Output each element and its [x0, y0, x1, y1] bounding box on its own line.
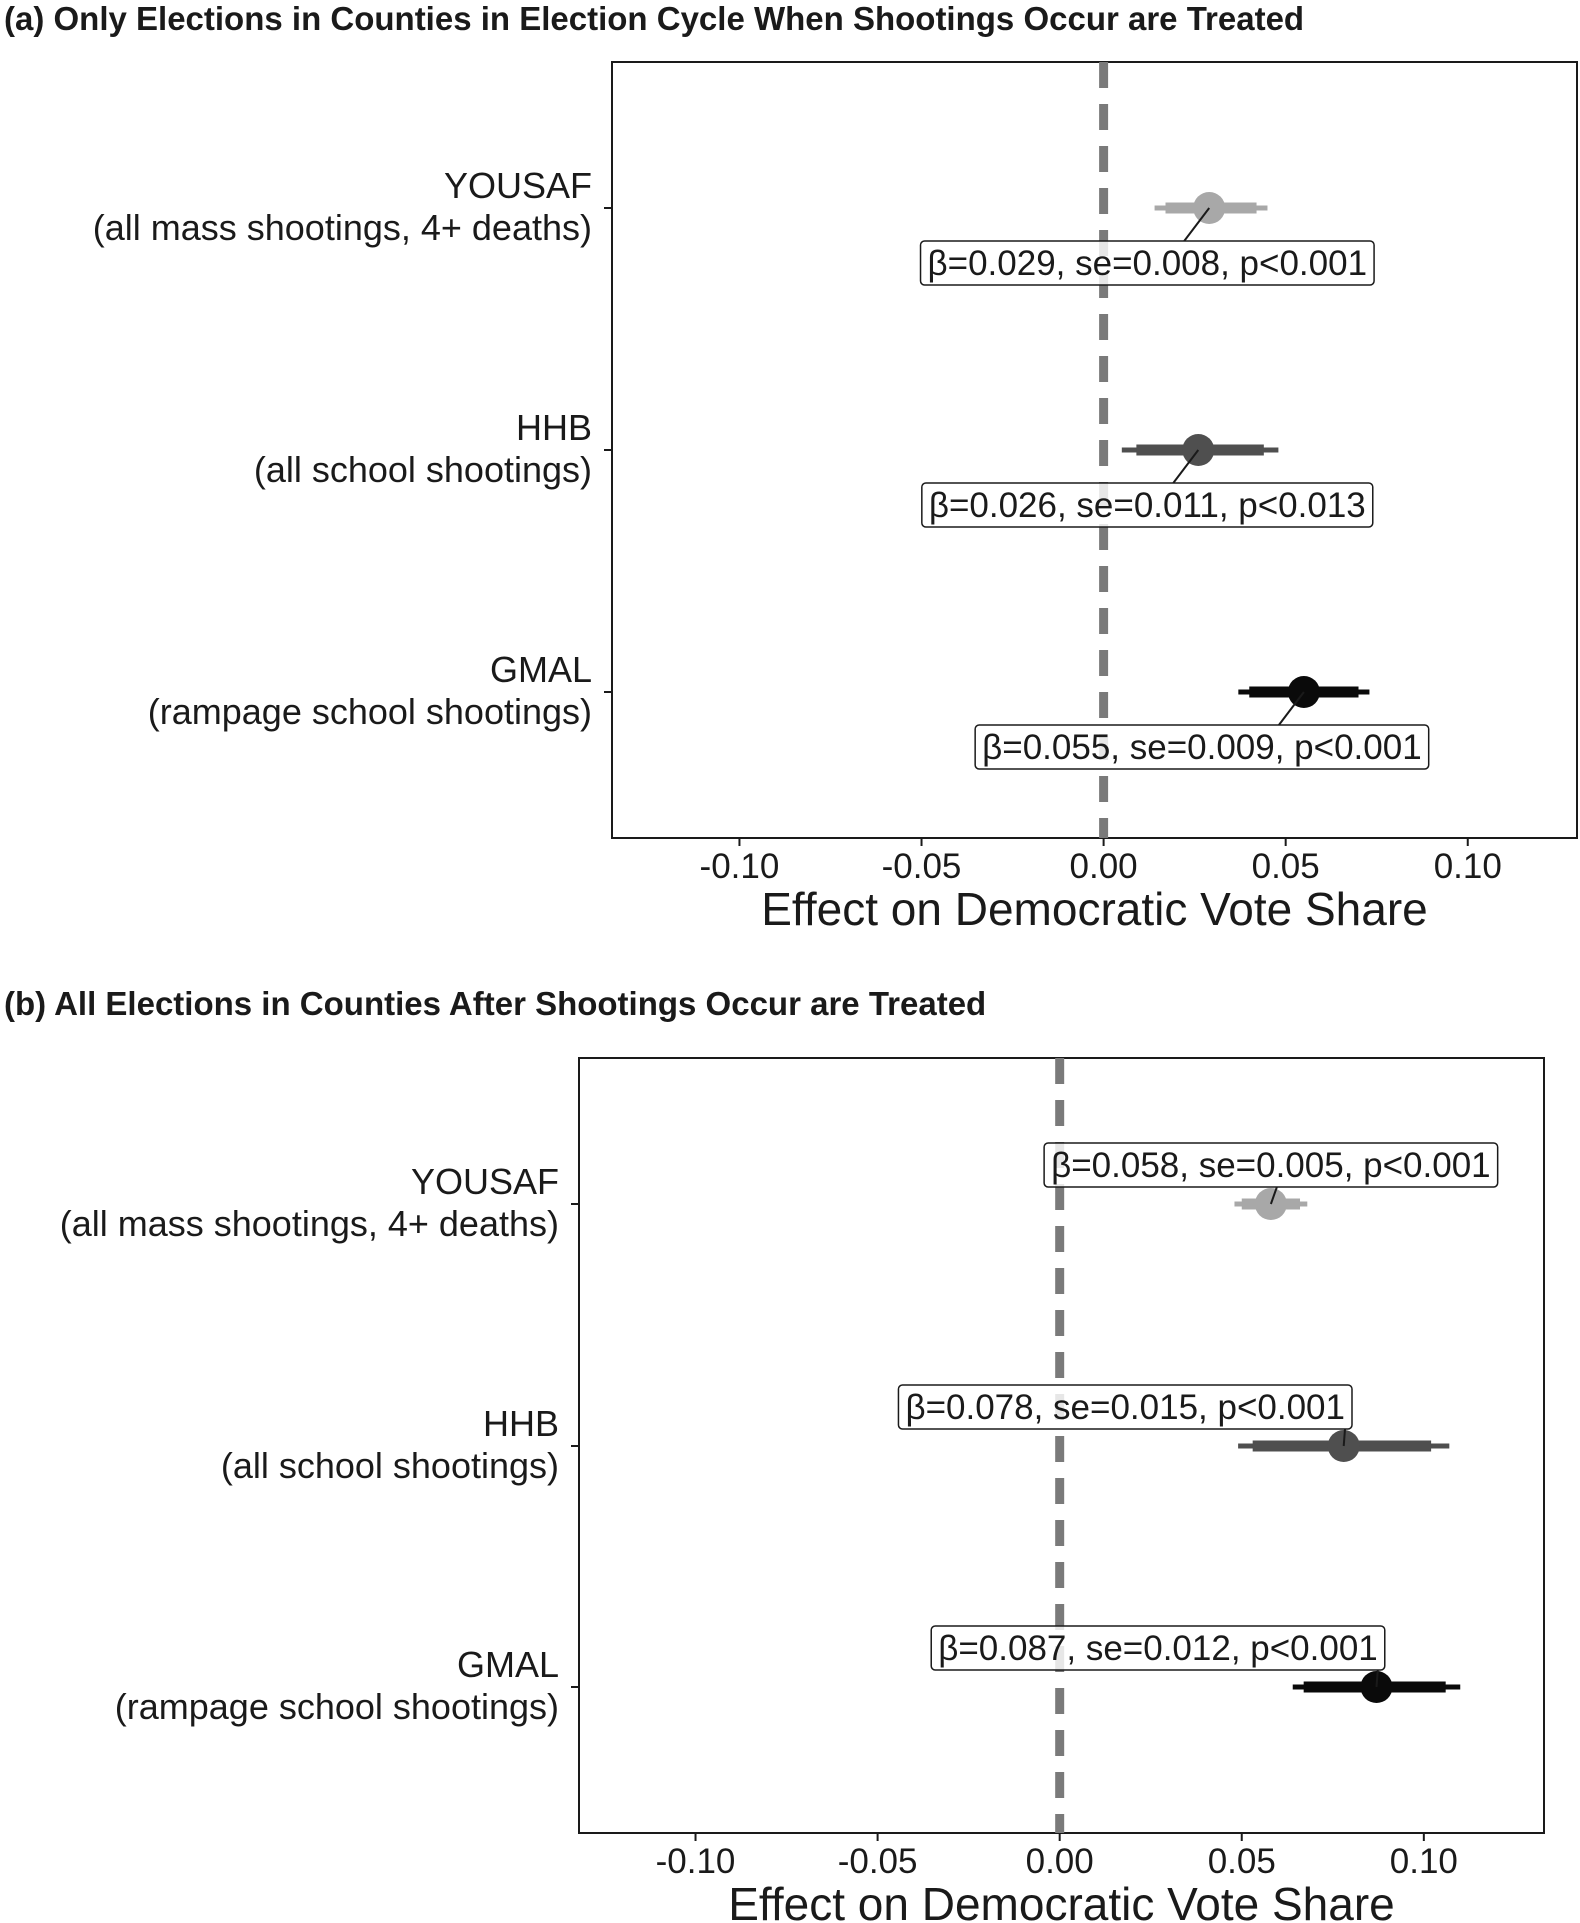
- estimate-label-text: β=0.029, se=0.008, p<0.001: [927, 244, 1368, 283]
- y-label-sub: (all school shootings): [253, 449, 592, 490]
- x-axis-title: Effect on Democratic Vote Share: [728, 1878, 1395, 1923]
- estimate-label: [1044, 1143, 1498, 1187]
- x-tick-label: 0.00: [1069, 847, 1138, 886]
- x-tick-label: 0.00: [1025, 1842, 1094, 1881]
- x-tick-label: 0.10: [1389, 1842, 1458, 1881]
- x-tick-label: -0.05: [881, 847, 962, 886]
- x-tick-label: -0.10: [699, 847, 780, 886]
- panel-title: (a) Only Elections in Counties in Election Cycle When Shootings Occur are Treated: [4, 0, 1305, 37]
- estimate-label: [975, 725, 1429, 769]
- y-label-sub: (all mass shootings, 4+ deaths): [59, 1203, 559, 1244]
- y-label-sub: (all mass shootings, 4+ deaths): [92, 207, 592, 248]
- y-label-name: HHB: [515, 407, 592, 448]
- y-label-name: GMAL: [489, 649, 592, 690]
- y-label-sub: (all school shootings): [220, 1445, 559, 1486]
- estimate-label: [921, 241, 1375, 285]
- y-label-name: YOUSAF: [410, 1161, 559, 1202]
- estimate-label: [922, 483, 1373, 527]
- panel-title: (b) All Elections in Counties After Shootings Occur are Treated: [4, 985, 987, 1022]
- leader-line: [1344, 1429, 1345, 1446]
- x-tick-label: -0.10: [655, 1842, 736, 1881]
- y-label-name: GMAL: [456, 1644, 559, 1685]
- panel-a: [0, 0, 1580, 960]
- leader-line: [1376, 1670, 1377, 1687]
- x-tick-label: 0.05: [1207, 1842, 1276, 1881]
- y-label-name: HHB: [482, 1403, 559, 1444]
- y-label-name: YOUSAF: [443, 165, 592, 206]
- estimate-label-text: β=0.026, se=0.011, p<0.013: [928, 486, 1366, 525]
- estimate-label: [898, 1385, 1352, 1429]
- estimate-label: [931, 1626, 1385, 1670]
- estimate-label-text: β=0.055, se=0.009, p<0.001: [982, 728, 1422, 767]
- x-axis-title: Effect on Democratic Vote Share: [761, 883, 1428, 935]
- forest-plot-a: [0, 0, 1580, 960]
- plot-border: [612, 62, 1577, 838]
- estimate-label-text: β=0.058, se=0.005, p<0.001: [1051, 1146, 1491, 1185]
- x-tick-label: 0.05: [1251, 847, 1320, 886]
- y-label-sub: (rampage school shootings): [147, 691, 592, 732]
- estimate-label-text: β=0.078, se=0.015, p<0.001: [905, 1388, 1345, 1427]
- panel-b: [0, 985, 1580, 1923]
- forest-plot-b: [0, 985, 1580, 1923]
- x-tick-label: 0.10: [1433, 847, 1502, 886]
- y-label-sub: (rampage school shootings): [114, 1686, 559, 1727]
- x-tick-label: -0.05: [837, 1842, 918, 1881]
- estimate-label-text: β=0.087, se=0.012, p<0.001: [938, 1629, 1378, 1668]
